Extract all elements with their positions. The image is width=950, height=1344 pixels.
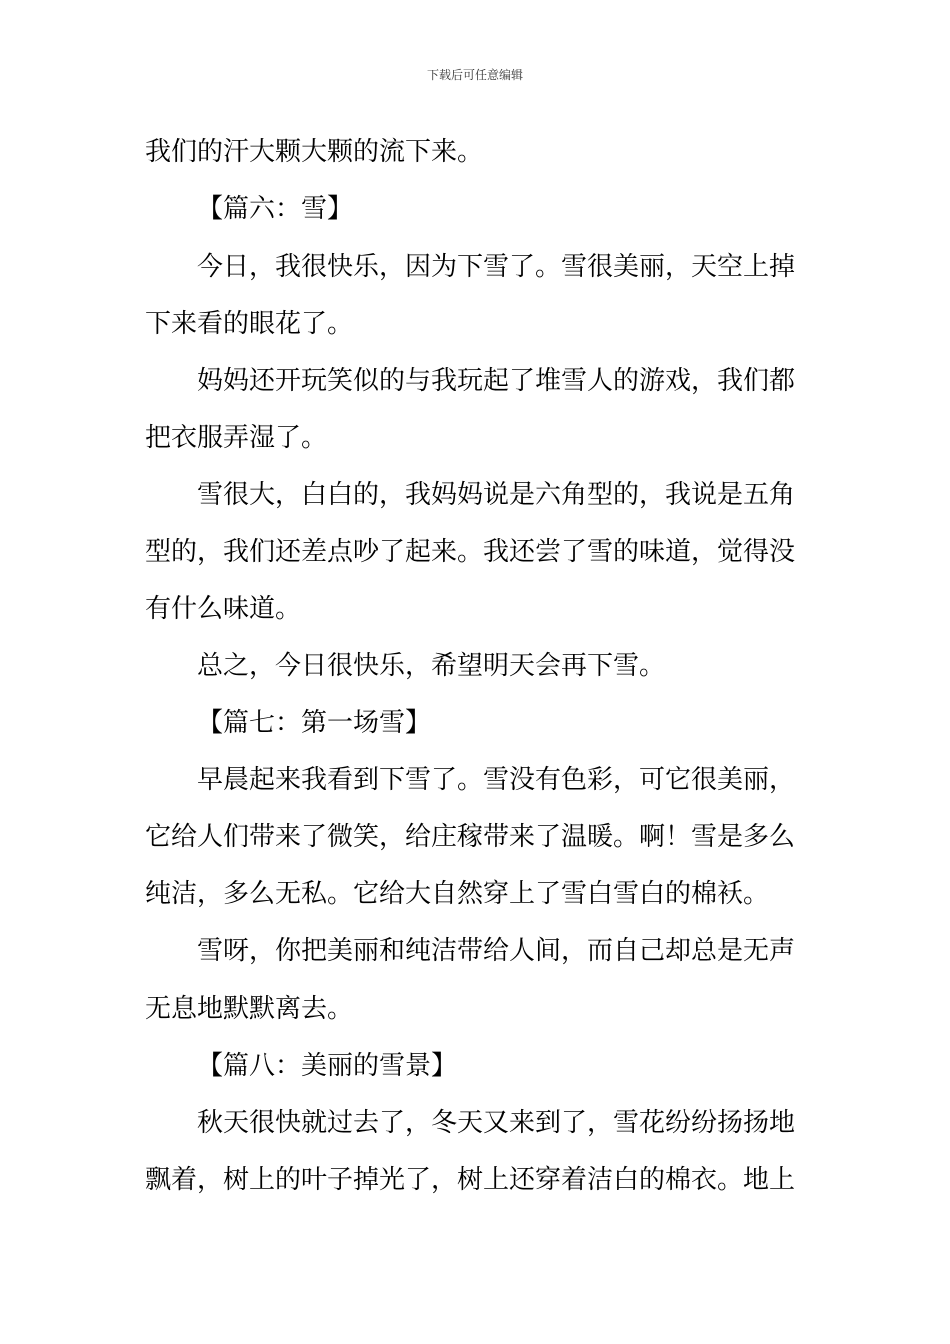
body-line: 妈妈还开玩笑似的与我玩起了堆雪人的游戏，我们都 xyxy=(197,366,796,396)
body-line: 无息地默默离去。 xyxy=(145,994,354,1024)
body-line: 秋天很快就过去了，冬天又来到了，雪花纷纷扬扬地 xyxy=(197,1108,796,1138)
body-line: 雪很大，白白的，我妈妈说是六角型的，我说是五角 xyxy=(197,480,796,510)
body-line: 纯洁，多么无私。它给大自然穿上了雪白雪白的棉袄。 xyxy=(145,879,770,909)
page-header: 下载后可任意编辑 xyxy=(426,68,523,82)
section-heading: 【篇八：美丽的雪景】 xyxy=(197,1051,458,1081)
body-line: 我们的汗大颗大颗的流下来。 xyxy=(145,137,484,167)
body-line: 把衣服弄湿了。 xyxy=(145,423,328,453)
section-heading: 【篇七：第一场雪】 xyxy=(197,708,432,738)
body-line: 有什么味道。 xyxy=(145,594,302,624)
body-line: 下来看的眼花了。 xyxy=(145,309,354,339)
body-line: 它给人们带来了微笑，给庄稼带来了温暖。啊！雪是多么 xyxy=(145,822,796,852)
body-line: 早晨起来我看到下雪了。雪没有色彩，可它很美丽， xyxy=(197,765,796,795)
body-line: 型的，我们还差点吵了起来。我还尝了雪的味道，觉得没 xyxy=(145,537,796,567)
body-line: 总之，今日很快乐，希望明天会再下雪。 xyxy=(197,651,666,681)
body-line: 今日，我很快乐，因为下雪了。雪很美丽，天空上掉 xyxy=(197,252,796,282)
section-heading: 【篇六：雪】 xyxy=(197,194,354,224)
body-line: 雪呀，你把美丽和纯洁带给人间，而自己却总是无声 xyxy=(197,936,796,966)
body-line: 飘着，树上的叶子掉光了，树上还穿着洁白的棉衣。地上 xyxy=(145,1165,796,1195)
